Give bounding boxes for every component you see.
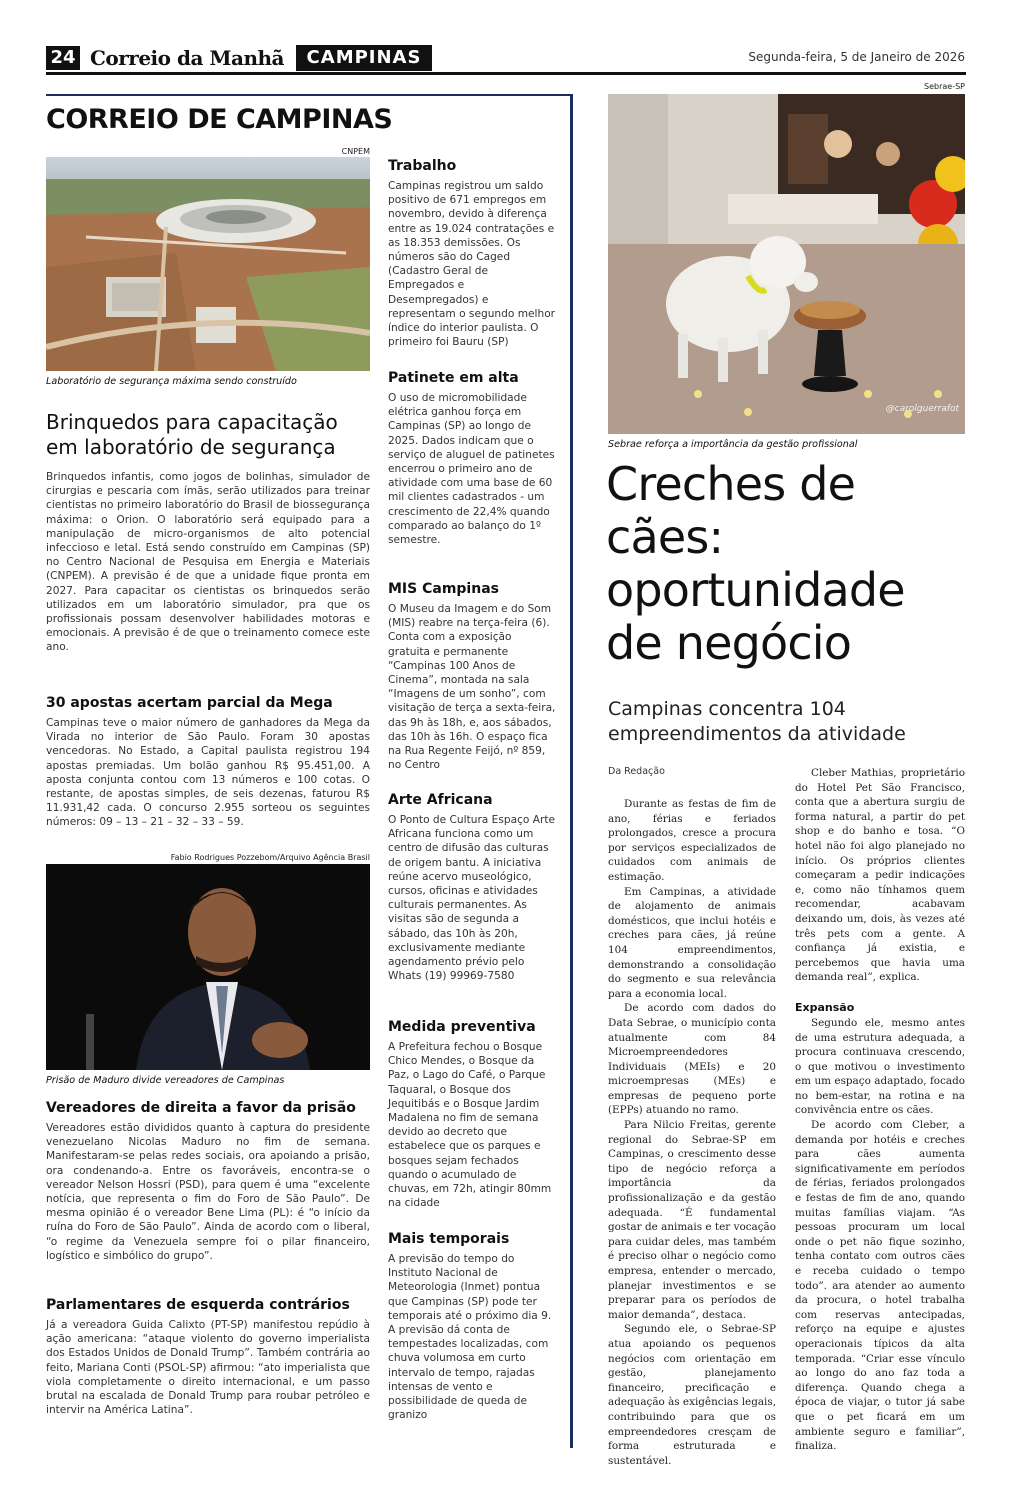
- paragraph: Durante as festas de fim de ano, férias e feriados prolongados, cresce a procura por serviços especializados de cuidados com animais de estimação.: [608, 798, 776, 883]
- page-number: 24: [46, 46, 80, 70]
- brief-body: A previsão do tempo do Instituto Nacional de Meteorologia (Inmet) pontua que Campinas (SP) pode ter temporais até o próximo dia 9. A previsão dá conta de tempestades localizadas, com chuva volumosa em curto intervalo de tempo, rajadas intensas de vento e possibilidade de queda de granizo: [388, 1253, 552, 1422]
- brief-headline: Medida preventiva: [388, 1019, 536, 1035]
- paragraph: De acordo com dados do Data Sebrae, o município conta atualmente com 84 Microempreendedores Individuais (MEIs) e 20 microempresas (MEs) e empresas de pequeno porte (EPPs) atuando no ramo.: [608, 1002, 776, 1117]
- maduro-photo: [46, 864, 370, 1070]
- paragraph: Para Nilcio Freitas, gerente regional do Sebrae-SP em Campinas, o crescimento desse tipo de negócio reforça a importância da profissionalização e da gestão adequada. “É fundamental gostar de animais e ter vocação para cuidar deles, mas também é preciso olhar o negócio como empresa, entender o mercado, planejar investimentos e se preparar para os períodos de maior demanda”, destaca.: [608, 1119, 776, 1321]
- article-column-1: [608, 797, 776, 1468]
- lab-aerial-photo: [46, 157, 370, 371]
- main-headline: Brinquedos para capacitação em laboratório de segurança: [46, 410, 338, 459]
- byline: Da Redação: [608, 766, 665, 777]
- parlamentares-headline: Parlamentares de esquerda contrários: [46, 1297, 350, 1313]
- paragraph: Em Campinas, a atividade de alojamento de animais domésticos, que inclui hotéis e creches para cães, já reúne 104 empreendimentos, demonstrando a consolidação do segmento e sua relevância para a economia local.: [608, 885, 776, 1000]
- parlamentares-body: Já a vereadora Guida Calixto (PT-SP) manifestou repúdio à ação americana: “ataque violento do governo imperialista dos Estados Unidos de Donald Trump”. Também contrária ao feito, Mariana Conti (PSOL-SP) afirmou: “ato imperialista que viola completamente o direito internacional, e um passo brutal na escalada de Donald Trump para roubar petróleo e intervir na América Latina”.: [46, 1319, 370, 1417]
- blue-frame-right: [570, 94, 573, 1448]
- article-subtitle: Expansão: [795, 1000, 855, 1014]
- brief-headline: Arte Africana: [388, 792, 493, 808]
- photo-caption: Prisão de Maduro divide vereadores de Campinas: [46, 1075, 285, 1086]
- photo-credit: Fabio Rodrigues Pozzebom/Arquivo Agência Brasil: [170, 853, 370, 862]
- article-headline: Creches de cães: oportunidade de negócio: [606, 457, 905, 670]
- brief-headline: Patinete em alta: [388, 370, 519, 386]
- brief-body: O Ponto de Cultura Espaço Arte Africana funciona como um centro de difusão das culturas de origem bantu. A iniciativa reúne acervo museológico, cursos, oficinas e atividades culturais permanentes. As visitas são de segunda a sábado, das 10h às 20h, exclusivamente mediante agendamento prévio pelo Whats (19) 99969-7580: [388, 814, 556, 983]
- brief-body: O uso de micromobilidade elétrica ganhou força em Campinas (SP) ao longo de 2025. Dados indicam que o serviço de aluguel de patinetes encerrou o primeiro ano de atividade com uma base de 60 mil clientes cadastrados - um crescimento de 22,4% quando comparado ao balanço do 1º semestre.: [388, 392, 555, 547]
- brief-body: A Prefeitura fechou o Bosque Chico Mendes, o Bosque da Paz, o Lago do Café, o Parque Taquaral, o Bosque dos Jequitibás e o Bosque Jardim Madalena no fim de semana devido ao decreto que estabelece que os parques e bosques sejam fechados quando o acumulado de chuvas, em 72h, atingir 80mm na cidade: [388, 1041, 552, 1210]
- issue-date: Segunda-feira, 5 de Janeiro de 2026: [748, 50, 965, 64]
- header-rule: [46, 72, 966, 75]
- brief-headline: Trabalho: [388, 158, 457, 174]
- paragraph: De acordo com Cleber, a demanda por hotéis e creches para cães aumenta significativamente em períodos de férias, feriados prolongados e festas de fim de ano, quando muitas famílias viajam. “As pessoas procuram um local onde o pet não fique sozinho, tenha contato com outros cães e receba cuidado o tempo todo”. ara atender ao aumento da procura, o hotel trabalha com reservas antecipadas, reforço na equipe e ajustes operacionais típicos da alta temporada. “Criar esse vínculo ao longo do ano faz toda a diferença. Quando chega a época de viajar, o tutor já sabe que o pet ficará em um ambiente seguro e familiar”, finaliza.: [795, 1119, 965, 1453]
- mega-body: Campinas teve o maior número de ganhadores da Mega da Virada no interior de São Paulo. Foram 30 apostas vencedoras. No Estado, a Capital paulista registrou 194 apostas premiadas. Um bolão ganhou R$ 95.451,00. A aposta conjunta contou com 13 números e 100 cotas. O restante, de apostas simples, de seis dezenas, faturou R$ 11.931,42 cada. O concurso 2.955 sorteou os seguintes números: 09 – 13 – 21 – 32 – 33 – 59.: [46, 717, 370, 829]
- photo-caption: Laboratório de segurança máxima sendo construído: [46, 376, 297, 387]
- brief-body: O Museu da Imagem e do Som (MIS) reabre na terça-feira (6). Conta com a exposição gratuita e permanente “Campinas 100 Anos de Cinema”, montada na sala “Imagens de um sonho”, com visitação de terça a sexta-feira, das 9h às 18h, e, aos sábados, das 10h às 16h. O espaço fica na Rua Regente Feijó, nº 859, no Centro: [388, 603, 556, 772]
- vereadores-headline: Vereadores de direita a favor da prisão: [46, 1100, 356, 1116]
- photo-credit: CNPEM: [341, 147, 370, 156]
- mega-headline: 30 apostas acertam parcial da Mega: [46, 695, 333, 711]
- paragraph: Cleber Mathias, proprietário do Hotel Pet São Francisco, conta que a abertura surgiu de forma natural, a partir do pet shop e do banho e tosa. “O hotel não foi algo planejado no início. Os próprios clientes começaram a pedir indicações e, como não tínhamos quem recomendar, acabavam deixando um, dois, às vezes até três pets com a gente. A confiança já existia, e percebemos que havia uma demanda real”, explica.: [795, 767, 965, 984]
- main-article-body: Brinquedos infantis, como jogos de bolinhas, simulador de cirurgias e pescaria com ímãs, serão utilizados para treinar cientistas no primeiro laboratório do Brasil de biossegurança máxima: o Orion. O laboratório será equipado para a manipulação de micro-organismos de alto potencial infeccioso e letal. Está sendo construído em Campinas (SP) no Centro Nacional de Pesquisa em Energia e Materiais (CNPEM). A previsão é de que a unidade fique pronta em 2027. Para capacitar os cientistas os brinquedos serão utilizados em um laboratório simulador, pra que os profissionais possam desenvolver habilidades motoras e emocionais. A previsão é de que o treinamento comece este ano.: [46, 471, 370, 654]
- newspaper-name: Correio da Manhã: [90, 46, 285, 70]
- brief-body: Campinas registrou um saldo positivo de 671 empregos em novembro, devido à diferença entre as 19.024 contratações e as 18.353 demissões. Os números são do Caged (Cadastro Geral de Empregados e Desempregados) e representam o segundo melhor índice do interior paulista. O primeiro foi Bauru (SP): [388, 180, 556, 349]
- brief-headline: MIS Campinas: [388, 581, 499, 597]
- dog-daycare-photo: [608, 94, 965, 434]
- photo-caption: Sebrae reforça a importância da gestão profissional: [608, 439, 858, 450]
- section-tag: CAMPINAS: [296, 45, 432, 71]
- brief-headline: Mais temporais: [388, 1231, 510, 1247]
- photo-credit: Sebrae-SP: [924, 82, 965, 91]
- column-title: CORREIO DE CAMPINAS: [46, 104, 393, 135]
- article-column-2: [795, 766, 965, 1454]
- paragraph: Segundo ele, o Sebrae-SP atua apoiando os pequenos negócios com orientação em gestão, planejamento financeiro, precificação e adequação às exigências legais, contribuindo para que os empreendedores cresçam de forma estruturada e sustentável.: [608, 1323, 777, 1467]
- photo-watermark: @carolguerrafot: [885, 404, 959, 414]
- vereadores-body: Vereadores estão divididos quanto à captura do presidente venezuelano Nicolas Maduro no fim de semana. Manifestaram-se pelas redes sociais, ora apoiando a prisão, ora condenando-a. Entre os favoráveis, encontra-se o vereador Nelson Hossri (PSD), para quem é uma “excelente notícia, que representa o fim do Foro de São Paulo”. De mesma opinião é o vereador Bene Lima (PL): é “o início da ruína do Foro de São Paulo”. Ainda de acordo com o liberal, “o regime da Venezuela sempre foi o pilar financeiro, logístico e simbólico do grupo”.: [46, 1122, 370, 1262]
- article-subhead: Campinas concentra 104 empreendimentos da atividade: [608, 698, 906, 745]
- paragraph: Segundo ele, mesmo antes de uma estrutura adequada, a procura continuava crescendo, o que motivou o investimento em um espaço adaptado, focado no bem-estar, na rotina e na convivência entre os cães.: [795, 1016, 965, 1117]
- blue-frame-top: [46, 94, 572, 96]
